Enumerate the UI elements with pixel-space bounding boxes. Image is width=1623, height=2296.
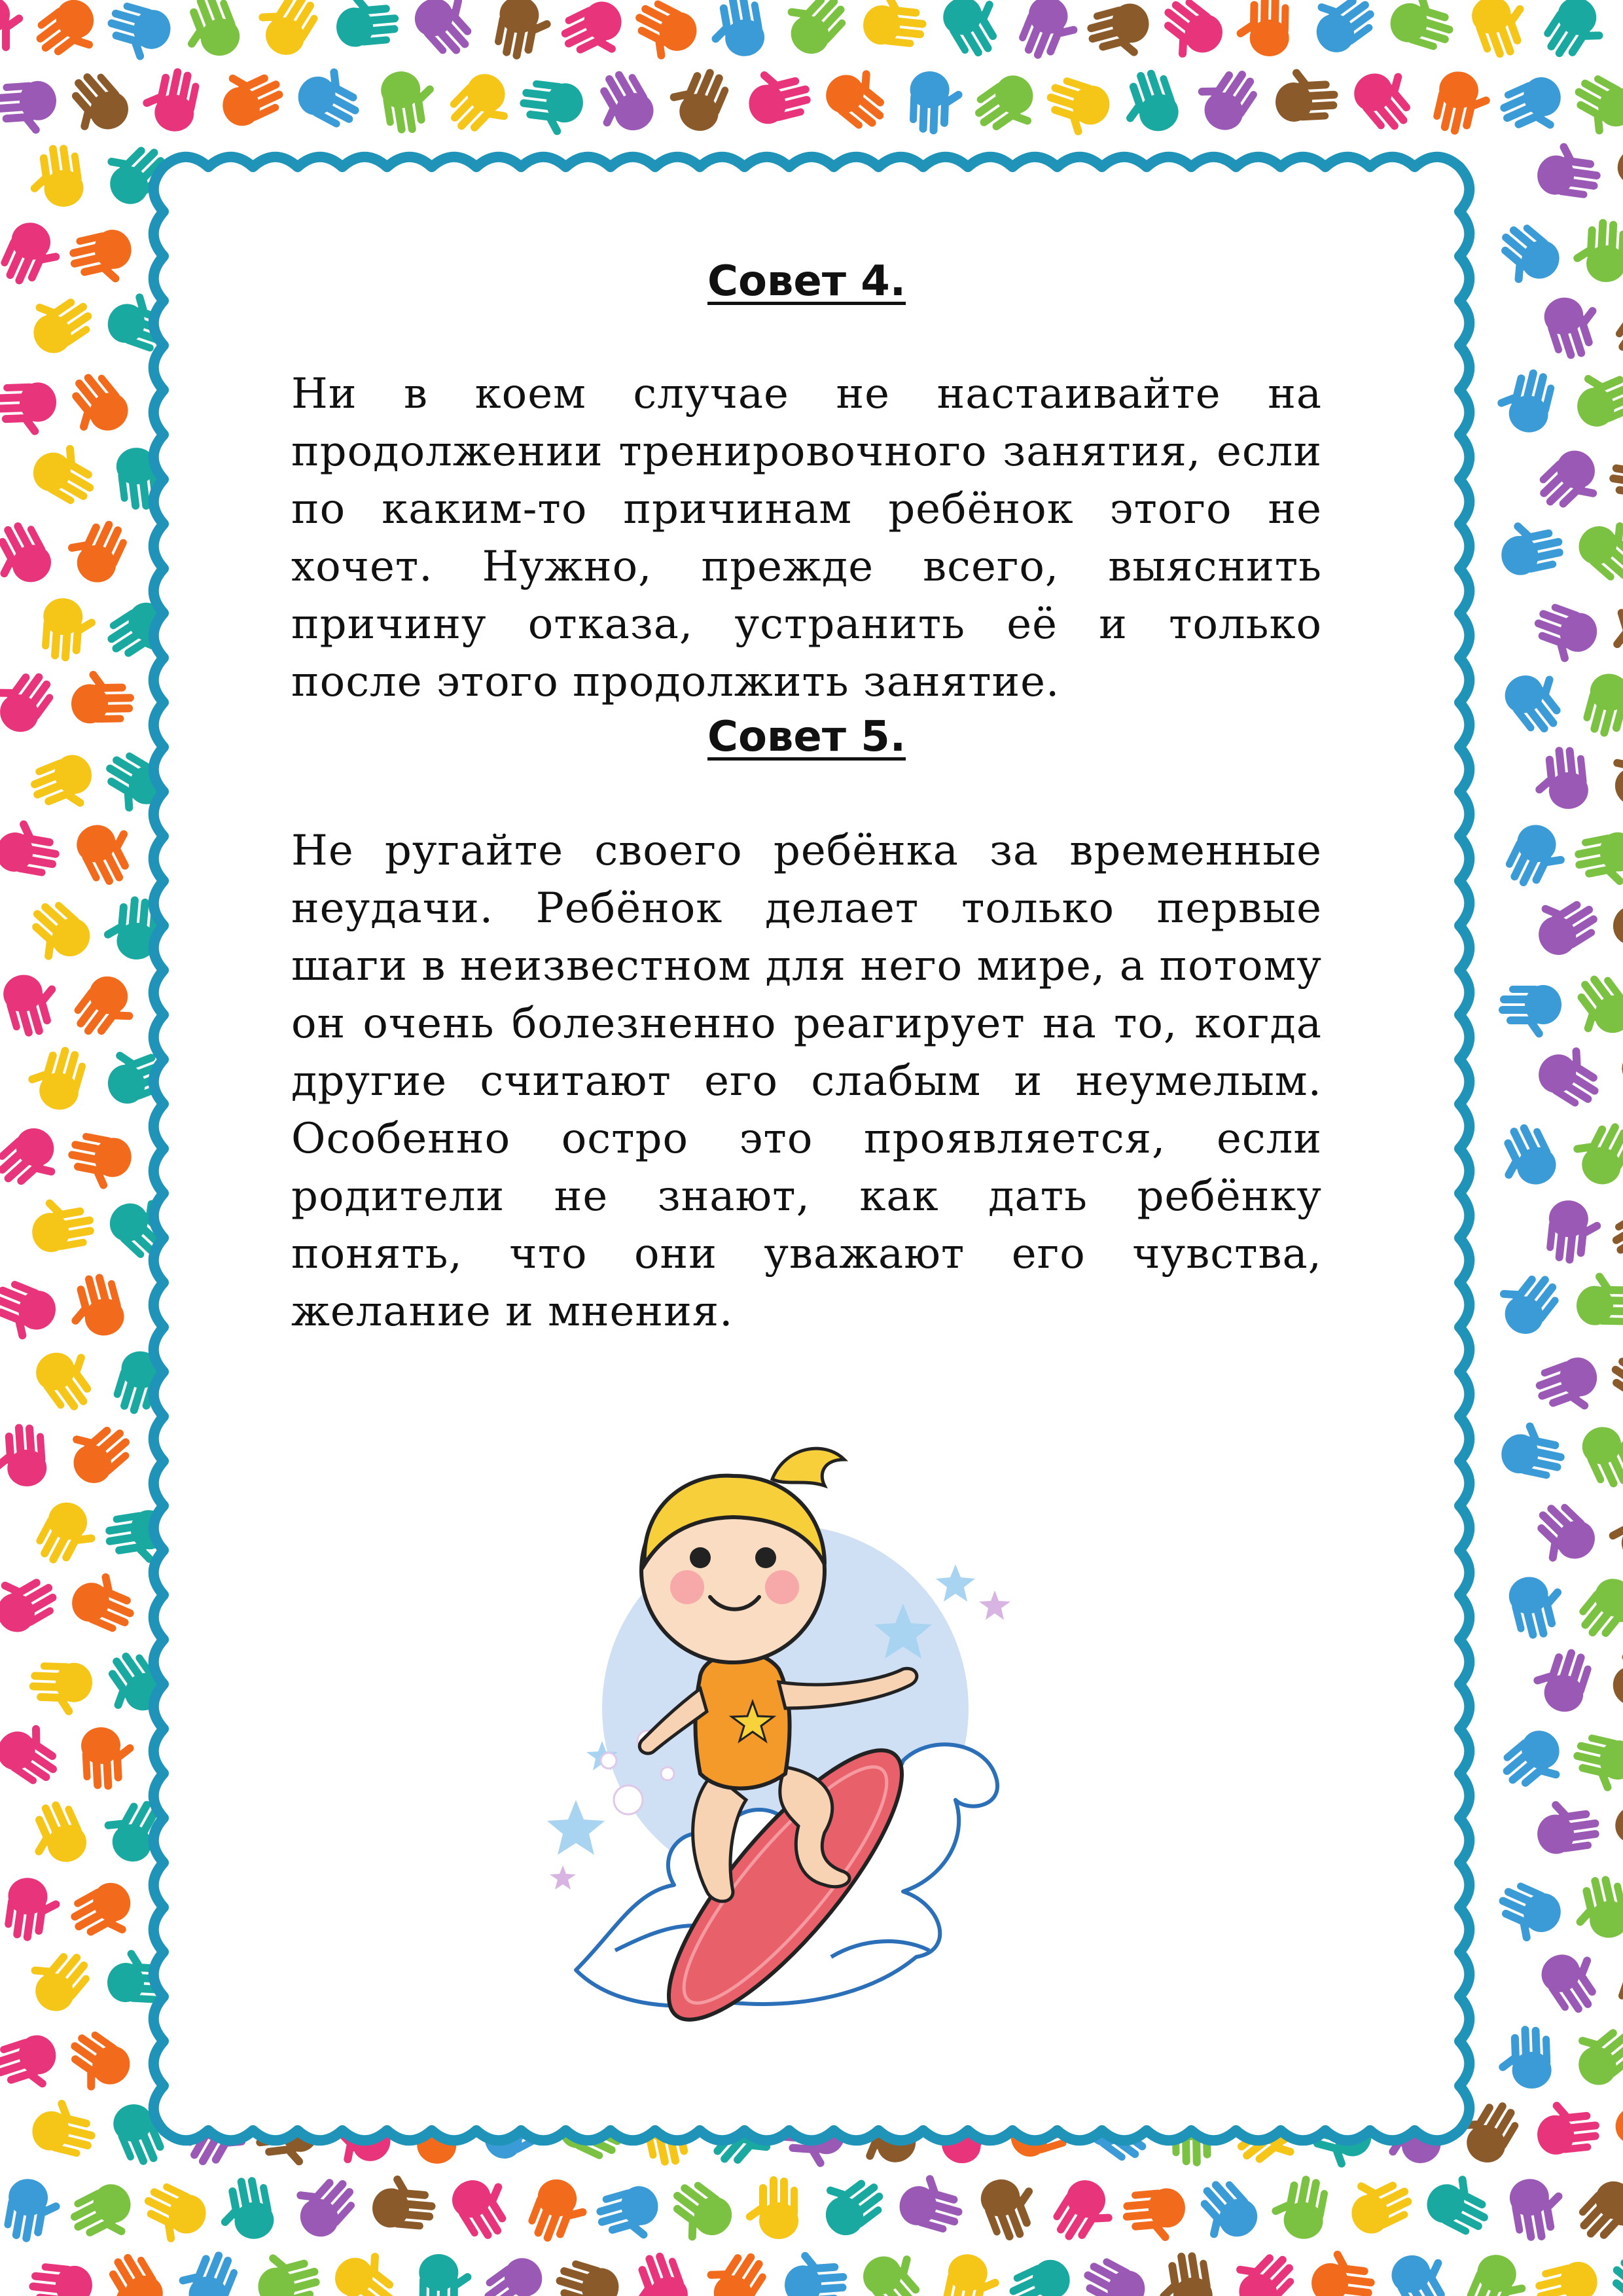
content-area — [291, 255, 1322, 1340]
child-surfing-on-wave-icon — [537, 1433, 1060, 2062]
tip-5-heading — [291, 711, 1322, 763]
tip-4-title: Совет 4. — [707, 257, 906, 306]
tip-5-title: Совет 5. — [707, 713, 906, 761]
tip-5-text: Не ругайте своего ребёнка за временные неудачи. Ребёнок делает только первые шаги в неизвестном для него мире, а потому он очень болезненно реагирует на то, когда другие считают его слабым и неумелым. Особенно остро это проявляется, если родители не знают, как дать ребёнку понять, что они уважают его чувства, желание и мнения. — [291, 827, 1322, 1336]
tip-4-text: Ни в коем случае не настаивайте на продолжении тренировочного занятия, если по каким-то причинам ребёнок этого не хочет. Нужно, прежде всего, выяснить причину отказа, устранить её и только после этого продолжить занятие. — [291, 370, 1322, 706]
tip-4-heading — [291, 255, 1322, 308]
